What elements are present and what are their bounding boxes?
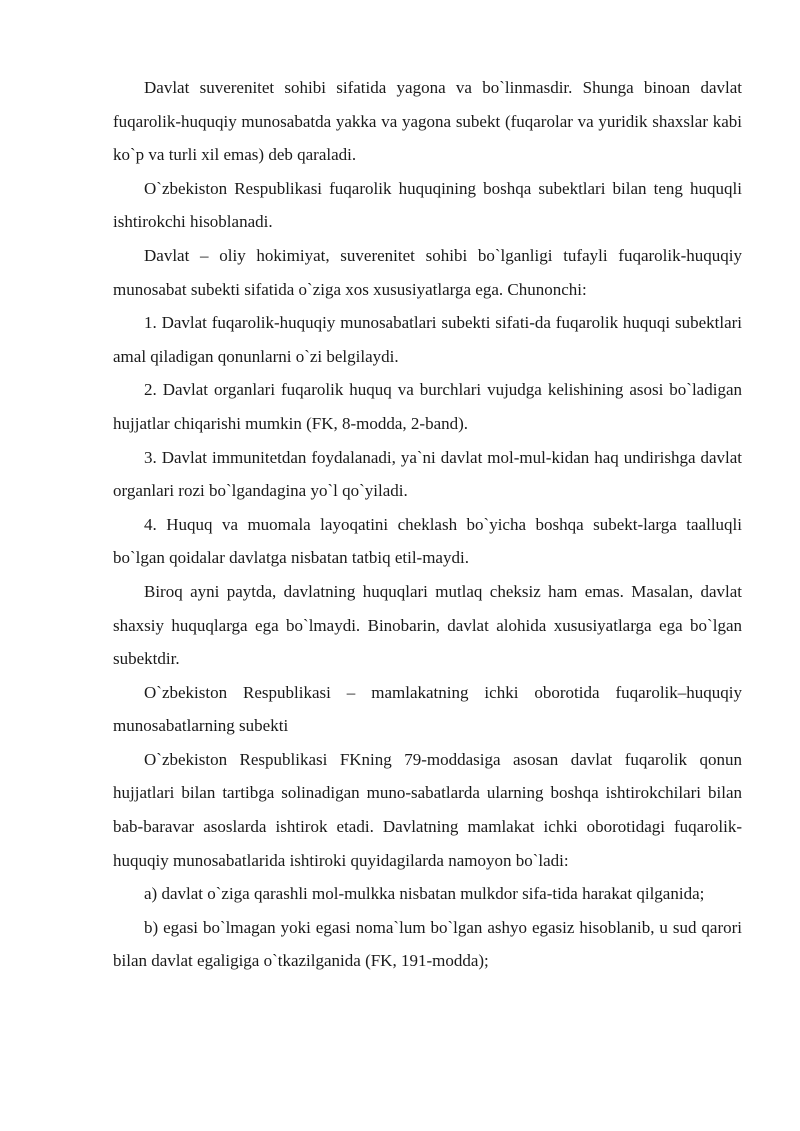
list-item-4: 4. Huquq va muomala layoqatini cheklash bo`yicha boshqa subekt-larga taalluqli bo`lgan qoidalar davlatga nisbatan tatbiq etil-maydi. [113, 514, 742, 568]
list-item-3: 3. Davlat immunitetdan foydalanadi, ya`ni davlat mol-mul-kidan haq undirishga davlat organlari rozi bo`lgandagina yo`l qo`yiladi. [113, 447, 742, 501]
section-heading: O`zbekiston Respublikasi – mamlakatning ichki oborotida fuqarolik–huquqiy munosabatlarning subekti [113, 682, 742, 736]
document-page [113, 71, 742, 978]
paragraph: Biroq ayni paytda, davlatning huquqlari mutlaq cheksiz ham emas. Masalan, davlat shaxsiy huquqlarga ega bo`lmaydi. Binobarin, davlat alohida xususiyatlarga ega bo`lgan subektdir. [113, 581, 742, 669]
paragraph: Davlat – oliy hokimiyat, suverenitet sohibi bo`lganligi tufayli fuqarolik-huquqiy munosabat subekti sifatida o`ziga xos xususiyatlarga ega. Chunonchi: [113, 245, 742, 299]
paragraph: Davlat suverenitet sohibi sifatida yagona va bo`linmasdir. Shunga binoan davlat fuqarolik-huquqiy munosabatda yakka va yagona subekt (fuqarolar va yuridik shaxslar kabi ko`p va turli xil emas) deb qaraladi. [113, 78, 742, 165]
list-item-1: 1. Davlat fuqarolik-huquqiy munosabatlari subekti sifati-da fuqarolik huquqi subektlari amal qiladigan qonunlarni o`zi belgilaydi. [113, 313, 742, 366]
list-item-2: 2. Davlat organlari fuqarolik huquq va burchlari vujudga kelishining asosi bo`ladigan hujjatlar chiqarishi mumkin (FK, 8-modda, 2-band). [113, 380, 742, 433]
paragraph: O`zbekiston Respublikasi FKning 79-moddasiga asosan davlat fuqarolik qonun hujjatlari bilan tartibga solinadigan muno-sabatlarda ularning boshqa ishtirokchilari bilan bab-baravar asoslarda ishtirok etadi. Davlatning mamlakat ichki oborotidagi fuqarolik-huquqiy munosabatlarida ishtiroki quyidagilarda namoyon bo`ladi: [113, 749, 742, 870]
list-item-b: b) egasi bo`lmagan yoki egasi noma`lum bo`lgan ashyo egasiz hisoblanib, u sud qarori bilan davlat egaligiga o`tkazilganida (FK, 191-modda); [113, 917, 742, 971]
list-item-a: a) davlat o`ziga qarashli mol-mulkka nisbatan mulkdor sifa-tida harakat qilganida; [144, 884, 705, 904]
paragraph: O`zbekiston Respublikasi fuqarolik huquqining boshqa subektlari bilan teng huquqli ishtirokchi hisoblanadi. [113, 178, 742, 232]
